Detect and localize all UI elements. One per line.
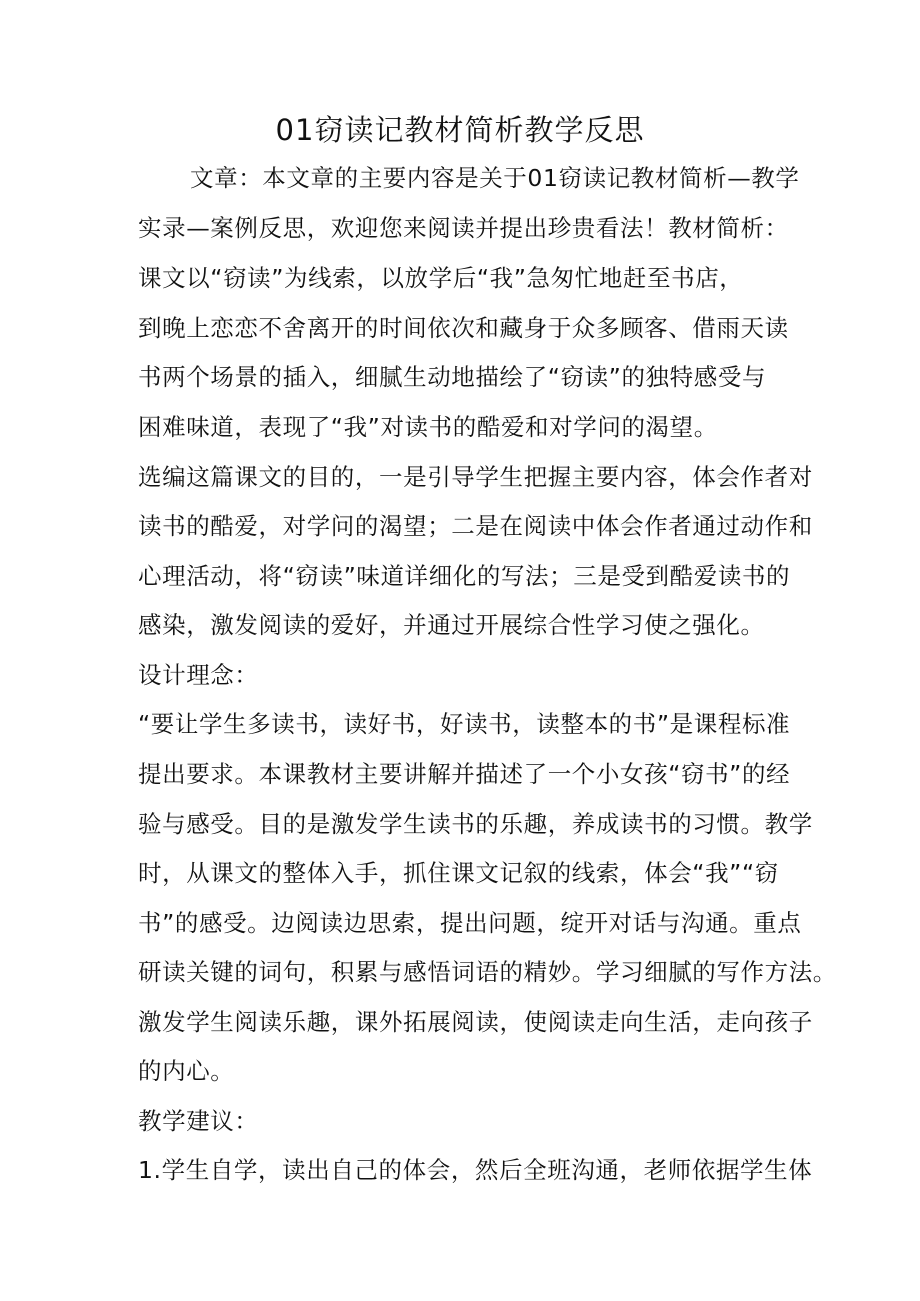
section-heading: 教学建议： xyxy=(138,1107,259,1135)
paragraph-line: 困难味道，表现了“我”对读书的酷爱和对学问的渴望。 xyxy=(138,413,718,441)
paragraph-line: “要让学生多读书，读好书，好读书，读整本的书”是课程标准 xyxy=(138,710,791,738)
paragraph-line: 读书的酷爱，对学问的渴望；二是在阅读中体会作者通过动作和 xyxy=(138,512,813,540)
paragraph-line: 心理活动，将“窃读”味道详细化的写法；三是受到酷爱读书的 xyxy=(138,562,791,590)
paragraph-line: 文章：本文章的主要内容是关于01窃读记教材简析—教学 xyxy=(190,164,800,192)
section-heading: 设计理念： xyxy=(138,661,259,689)
paragraph-line: 实录—案例反思，欢迎您来阅读并提出珍贵看法！教材简析： xyxy=(138,214,789,242)
paragraph-line: 研读关键的词句，积累与感悟词语的精妙。学习细腻的写作方法。 xyxy=(138,958,837,986)
paragraph-line: 1.学生自学，读出自己的体会，然后全班沟通，老师依据学生体 xyxy=(138,1156,813,1184)
paragraph-line: 激发学生阅读乐趣，课外拓展阅读，使阅读走向生活，走向孩子 xyxy=(138,1008,813,1036)
paragraph-line: 选编这篇课文的目的，一是引导学生把握主要内容，体会作者对 xyxy=(138,463,813,491)
document-title: 01窃读记教材简析教学反思 xyxy=(275,113,645,147)
paragraph-line: 验与感受。目的是激发学生读书的乐趣，养成读书的习惯。教学 xyxy=(138,810,813,838)
paragraph-line: 书两个场景的插入，细腻生动地描绘了“窃读”的独特感受与 xyxy=(138,363,767,391)
paragraph-line: 课文以“窃读”为线索，以放学后“我”急匆忙地赶至书店， xyxy=(138,264,744,292)
paragraph-line: 感染，激发阅读的爱好，并通过开展综合性学习使之强化。 xyxy=(138,611,765,639)
paragraph-line: 书”的感受。边阅读边思索，提出问题，绽开对话与沟通。重点 xyxy=(138,909,802,937)
paragraph-line: 到晚上恋恋不舍离开的时间依次和藏身于众多顾客、借雨天读 xyxy=(138,314,789,342)
paragraph-line: 的内心。 xyxy=(138,1057,235,1085)
paragraph-line: 时，从课文的整体入手，抓住课文记叙的线索，体会“我”“窃 xyxy=(138,859,779,887)
paragraph-line: 提出要求。本课教材主要讲解并描述了一个小女孩“窃书”的经 xyxy=(138,760,791,788)
